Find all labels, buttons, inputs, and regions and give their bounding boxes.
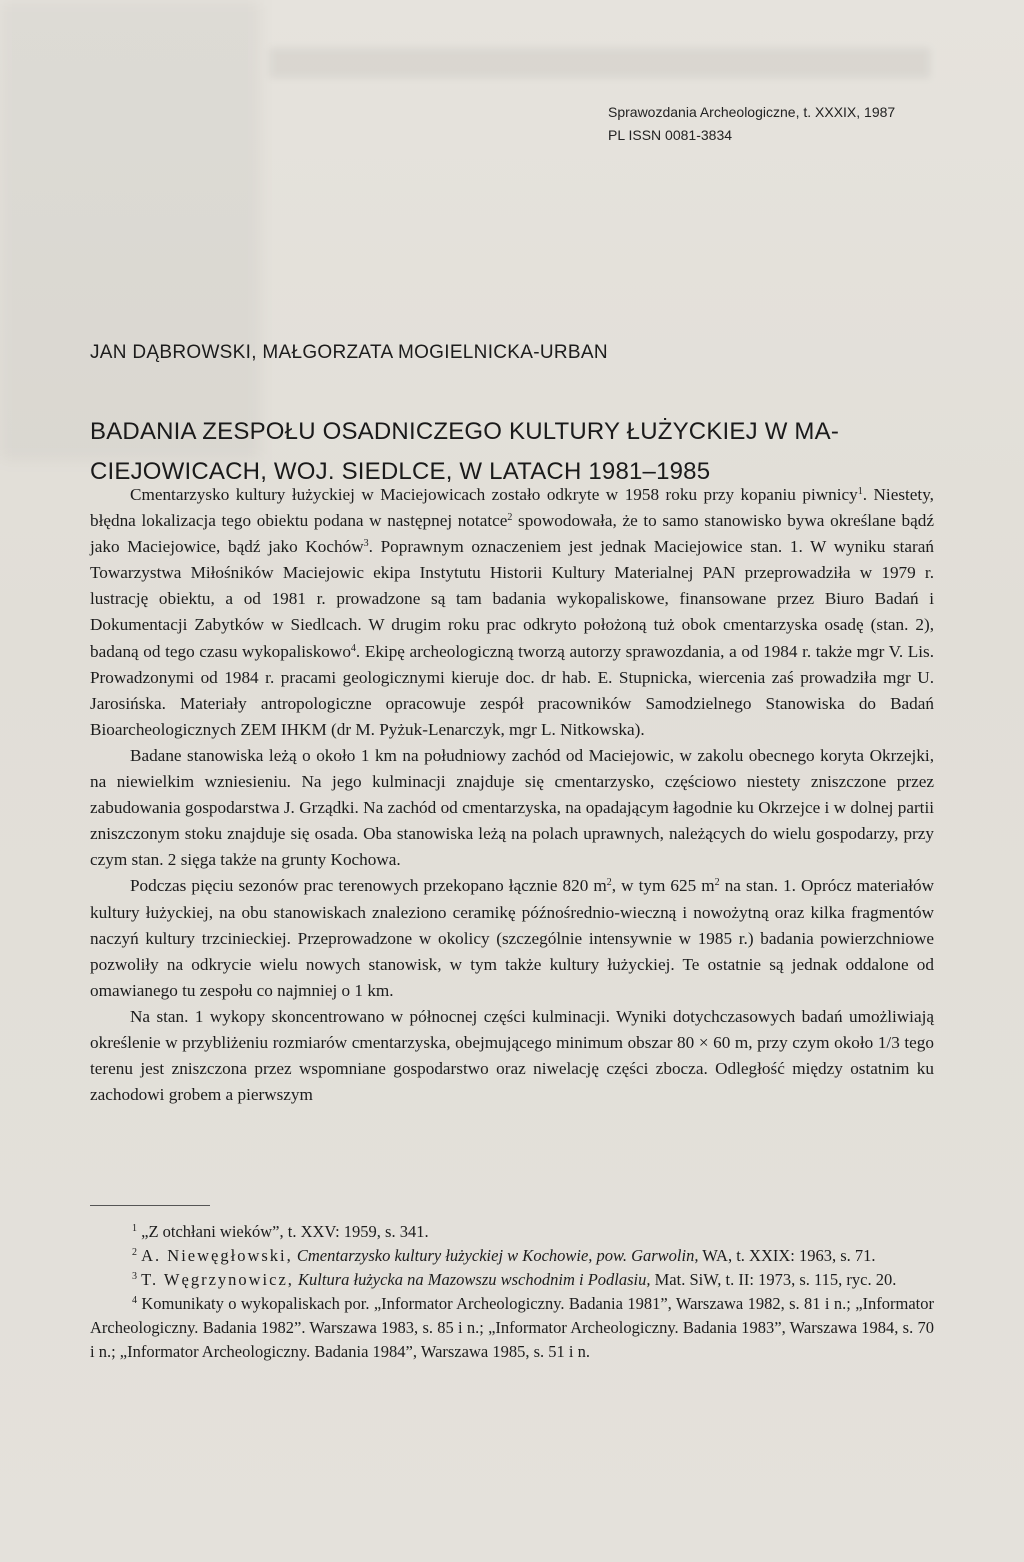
paragraph-3-text-a: Podczas pięciu sezonów prac terenowych przekopano łącznie 820 m — [130, 876, 607, 896]
footnote-4-text: Komunikaty o wykopaliskach por. „Informator Archeologiczny. Badania 1981”, Warszawa 1982, s. 81 i n.; „Informator Archeologiczny. Badania 1982”. Warszawa 1983, s. 85 i n.; „Informator Archeologiczny. Badania 1983”, Warszawa 1984, s. 70 i n.; „Informator Archeologiczny. Badania 1984”, Warszawa 1985, s. 51 i n. — [90, 1294, 935, 1361]
footnote-1 — [90, 1220, 934, 1244]
article-title — [90, 412, 940, 492]
superscript-squared: 2 — [714, 877, 720, 889]
footnote-3-title: Kultura łużycka na Mazowszu wschodnim i Podlasiu, — [298, 1270, 651, 1289]
paragraph-1-text-c: spowodowała, że to samo stanowisko bywa określane bądź jako Maciejowice, bądź jako Kochów — [90, 511, 934, 557]
footnote-ref-4: 4 — [350, 642, 356, 654]
footnote-number: 1 — [132, 1223, 137, 1234]
paragraph-2: Badane stanowiska leżą o około 1 km na południowy zachód od Maciejowic, w zakolu obecnego koryta Okrzejki, na niewielkim wzniesieniu. Na jego kulminacji znajduje się cmentarzysko, częściowo niestety zniszczone przez zabudowania gospodarstwa J. Grządki. Na zachód od cmentarzyska, na opadającym łagodnie ku Okrzejce i w dolnej partii zniszczonym stoku znajduje się osada. Oba stanowiska leżą na polach uprawnych, należących do wielu gospodarzy, przy czym stan. 2 sięga także na grunty Kochowa. — [90, 745, 934, 870]
paragraph-1-text-d: . Poprawnym oznaczeniem jest jednak Maciejowice stan. 1. W wyniku starań Towarzystwa Miłośników Maciejowic ekipa Instytutu Historii Kultury Materialnej PAN przeprowadziła w 1979 r. lustrację obiektu, a od 1981 r. prowadzone są tam badania wykopaliskowe, finansowane przez Biuro Badań i Dokumentacji Zabytków w Siedlcach. W drugim roku prac odkryto położoną tuż obok cmentarzyska osadę (stan. 2), badaną od tego czasu wykopaliskowo — [90, 537, 935, 661]
footnote-ref-2: 2 — [507, 512, 513, 524]
footnote-3-author: T. Węgrzynowicz, — [141, 1270, 294, 1289]
article-authors: JAN DĄBROWSKI, MAŁGORZATA MOGIELNICKA-URBAN — [90, 342, 608, 363]
paragraph-3-text-c: na stan. 1. Oprócz materiałów kultury łużyckiej, na obu stanowiskach znaleziono ceramikę późnośrednio-wieczną i nowożytną oraz kilka fragmentów naczyń kultury trzcinieckiej. Przeprowadzone w okolicy (szczególnie intensywnie w 1985 r.) badania powierzchniowe pozwoliły na odkrycie wielu nowych stanowisk, w tym także kultury łużyckiej. Te ostatnie są jednak oddalone od omawianego tu zespołu co najmniej o 1 km. — [90, 876, 934, 1000]
bleed-through-shadow — [270, 48, 930, 78]
footnote-number: 2 — [132, 1247, 137, 1258]
paragraph-1-text-b: . Niestety, błędna lokalizacja tego obiektu podana w następnej notatce — [90, 485, 934, 531]
footnote-2-rest: WA, t. XXIX: 1963, s. 71. — [698, 1246, 876, 1265]
footnote-2 — [90, 1244, 934, 1268]
issn-line: PL ISSN 0081-3834 — [608, 127, 733, 143]
footnote-number: 4 — [132, 1295, 137, 1306]
footnote-3 — [90, 1268, 934, 1292]
footnote-4 — [90, 1292, 934, 1364]
footnote-ref-1: 1 — [857, 486, 863, 497]
title-line-1: BADANIA ZESPOŁU OSADNICZEGO KULTURY ŁUŻYCKIEJ W MA- — [90, 418, 840, 445]
article-body — [90, 482, 934, 1108]
footnote-divider — [90, 1205, 210, 1206]
paragraph-4: Na stan. 1 wykopy skoncentrowano w północnej części kulminacji. Wyniki dotychczasowych badań umożliwiają określenie w przybliżeniu rozmiarów cmentarzyska, obejmującego minimum obszar 80 × 60 m, przy czym około 1/3 tego terenu jest zniszczona przez wspomniane gospodarstwo oraz niwelację części zbocza. Odległość między ostatnim ku zachodowi grobem a pierwszym — [90, 1006, 934, 1105]
footnote-ref-3: 3 — [363, 538, 369, 550]
superscript-squared: 2 — [606, 877, 612, 889]
title-line-2: CIEJOWICACH, WOJ. SIEDLCE, W LATACH 1981–1985 — [90, 458, 711, 485]
paragraph-3 — [90, 873, 934, 1003]
paragraph-1 — [90, 482, 934, 743]
footnote-1-text: „Z otchłani wieków”, t. XXV: 1959, s. 341. — [141, 1222, 429, 1241]
paragraph-1-text-a: Cmentarzysko kultury łużyckiej w Maciejowicach zostało odkryte w 1958 roku przy kopaniu piwnicy — [130, 485, 858, 504]
footnote-2-title: Cmentarzysko kultury łużyckiej w Kochowie, pow. Garwolin, — [296, 1246, 699, 1265]
paragraph-1-text-e: . Ekipę archeologiczną tworzą autorzy sprawozdania, a od 1984 r. także mgr V. Lis. Prowadzonymi od 1984 r. pracami geologicznymi kieruje doc. dr hab. E. Stupnicka, wiercenia zaś prowadziła mgr U. Jarosińska. Materiały antropologiczne opracowuje zespół pracowników Samodzielnego Stanowiska do Badań Bioarcheologicznych ZEM IHKM (dr M. Pyżuk-Lenarczyk, mgr L. Nitkowska). — [90, 641, 934, 739]
footnote-number: 3 — [132, 1271, 137, 1282]
journal-line: Sprawozdania Archeologiczne, t. XXXIX, 1987 — [608, 104, 896, 120]
footnote-3-rest: Mat. SiW, t. II: 1973, s. 115, ryc. 20. — [650, 1270, 897, 1289]
footnote-2-author: A. Niewęgłowski, — [141, 1246, 293, 1265]
bleed-through-shadow-left — [0, 0, 260, 460]
paragraph-3-text-b: , w tym 625 m — [611, 876, 715, 896]
footnotes — [90, 1220, 934, 1364]
journal-header — [608, 101, 895, 147]
